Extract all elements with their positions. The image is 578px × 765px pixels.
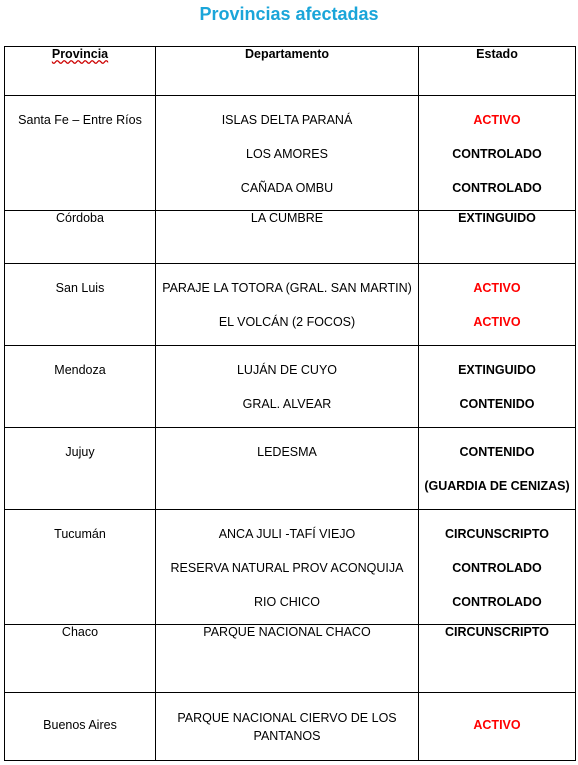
header-provincia [5,47,156,96]
departamento-label: LEDESMA [257,445,317,459]
cell-estado [419,346,576,428]
departamento-label: ISLAS DELTA PARANÁ [221,113,353,127]
cell-departamento [156,693,419,761]
estado-badge: CONTENIDO [459,445,535,459]
header-provincia-label: Provincia [51,47,109,61]
departamento-label: PARQUE NACIONAL CIERVO DE LOS [177,710,397,725]
departamento-label: LOS AMORES [246,147,328,161]
cell-departamento [156,428,419,510]
estado-badge: CONTROLADO [452,181,542,195]
header-departamento: Departamento [156,47,419,96]
estado-badge: ACTIVO [473,717,521,732]
cell-departamento [156,510,419,625]
departamento-label: LUJÁN DE CUYO [236,363,338,377]
cell-departamento [156,346,419,428]
estado-badge: CONTROLADO [452,595,542,609]
estado-badge: ACTIVO [473,315,521,329]
table-row [5,211,576,264]
estado-badge: ACTIVO [473,281,521,295]
cell-estado [419,693,576,761]
cell-departamento [156,264,419,346]
cell-departamento [156,96,419,211]
provincia-label: Tucumán [54,527,106,541]
provincia-label: Buenos Aires [43,717,117,732]
cell-provincia [5,264,156,346]
header-estado: Estado [419,47,576,96]
cell-provincia: Córdoba [5,211,156,264]
departamento-label: ANCA JULI -TAFÍ VIEJO [218,527,356,541]
departamento-label: PARAJE LA TOTORA (GRAL. SAN MARTIN) [162,281,412,295]
cell-departamento: PARQUE NACIONAL CHACO [156,625,419,693]
provincia-label: San Luis [55,281,105,295]
page-title: Provincias afectadas [199,4,379,24]
departamento-label: RIO CHICO [254,595,320,609]
estado-note: (GUARDIA DE CENIZAS) [424,479,570,493]
cell-provincia [5,428,156,510]
cell-provincia [5,96,156,211]
provinces-table [4,46,576,761]
provincia-label: Santa Fe – Entre Ríos [18,113,142,127]
estado-badge: CONTROLADO [452,561,542,575]
provincia-label: Mendoza [54,363,106,377]
departamento-label: CAÑADA OMBU [240,181,334,195]
estado-badge: CONTROLADO [452,147,542,161]
cell-estado [419,96,576,211]
cell-provincia [5,693,156,761]
estado-badge: CONTENIDO [459,397,535,411]
estado-badge: CIRCUNSCRIPTO [419,625,576,693]
departamento-label: EL VOLCÁN (2 FOCOS) [218,315,356,329]
departamento-label: PANTANOS [253,728,321,743]
estado-badge: CIRCUNSCRIPTO [445,527,549,541]
cell-provincia [5,346,156,428]
cell-provincia: Chaco [5,625,156,693]
table-row [5,346,576,428]
cell-estado [419,510,576,625]
table-row [5,96,576,211]
provincia-label: Jujuy [65,445,95,459]
table-row [5,264,576,346]
estado-badge: ACTIVO [473,113,521,127]
table-row [5,428,576,510]
departamento-label: GRAL. ALVEAR [242,397,332,411]
table-header-row [5,47,576,96]
cell-estado [419,264,576,346]
table-row [5,693,576,761]
estado-badge: EXTINGUIDO [419,211,576,264]
cell-provincia [5,510,156,625]
cell-estado [419,428,576,510]
estado-badge: EXTINGUIDO [458,363,536,377]
cell-departamento: LA CUMBRE [156,211,419,264]
departamento-label: RESERVA NATURAL PROV ACONQUIJA [170,561,404,575]
table-row [5,625,576,693]
table-row [5,510,576,625]
